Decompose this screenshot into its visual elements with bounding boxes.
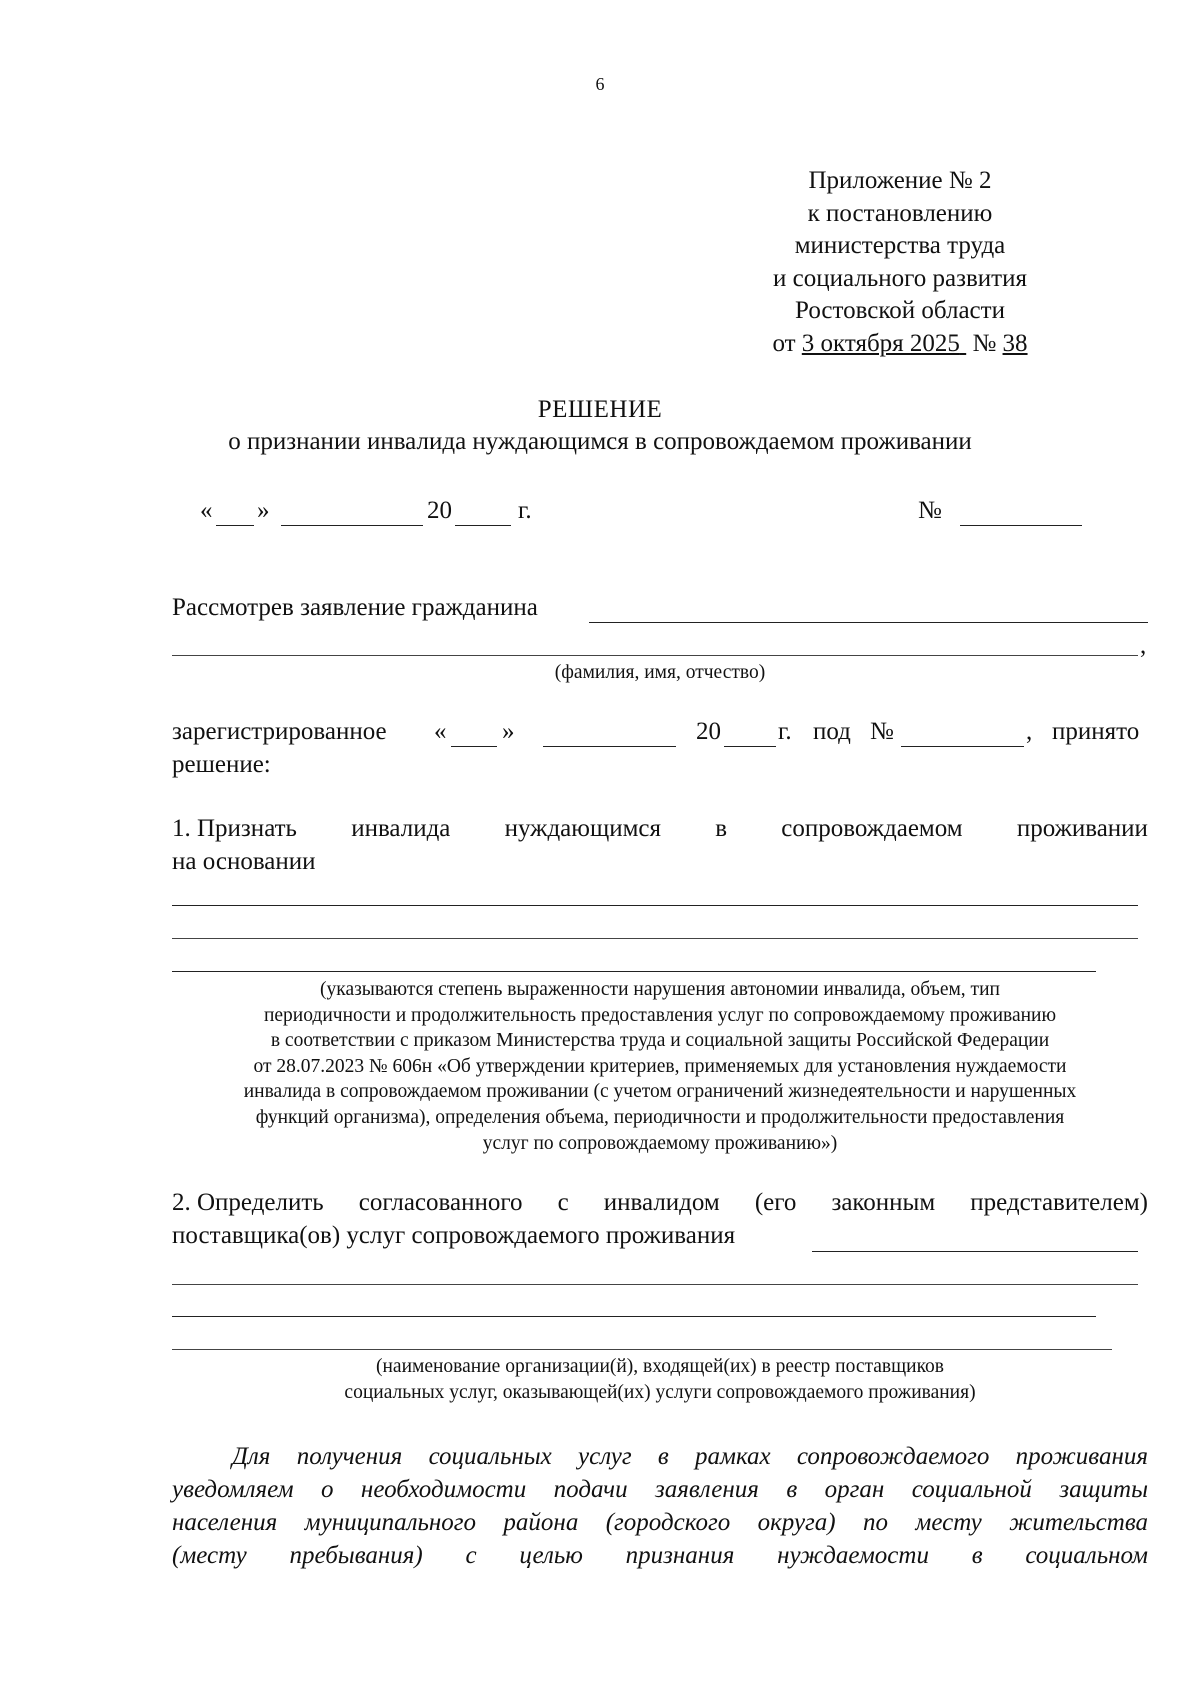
- appendix-line: к постановлению: [807, 199, 993, 227]
- date-open-quote: «: [200, 497, 213, 524]
- notice-line-4: (месту пребывания) с целью признания нуждаемости в социальном: [172, 1542, 1148, 1569]
- decision-number-sign: №: [918, 497, 942, 524]
- appendix-line: и социального развития: [773, 264, 1027, 292]
- year-blank[interactable]: [455, 525, 511, 526]
- citizen-name-blank[interactable]: [589, 622, 1148, 623]
- item1-basis-blank-3[interactable]: [172, 971, 1096, 972]
- month-blank[interactable]: [281, 525, 423, 526]
- item2-provider-blank-1[interactable]: [812, 1251, 1138, 1252]
- registered-decision-word: решение:: [172, 751, 271, 778]
- considered-label: Рассмотрев заявление гражданина: [172, 594, 538, 621]
- notice-line-2: уведомляем о необходимости подачи заявления в орган социальной защиты: [172, 1476, 1148, 1503]
- notice-line-3: населения муниципального района (городского округа) по месту жительства: [172, 1509, 1148, 1536]
- appendix-line: Ростовской области: [795, 297, 1005, 324]
- item1-caption: (указываются степень выраженности нарушения автономии инвалида, объем, тип периодичности и продолжительность предоставления услуг по сопровождаемому проживанию в соответствии с приказом Министерства труда и социальной защиты Российской Федерации от 28.07.2023 № 606н «Об утверждении критериев, применяемых для установления нуждаемости инвалида в сопровождаемом проживании (с учетом ограничений жизнедеятельности и нарушенных функций организма), определения объема, периодичности и продолжительности предоставления услуг по сопровождаемому проживанию»): [243, 979, 1077, 1154]
- registered-comma: ,: [1026, 718, 1033, 745]
- date-close-quote: »: [257, 497, 270, 524]
- date-year-prefix: 20: [427, 497, 452, 524]
- item1-line2: на основании: [172, 848, 316, 875]
- notice-line-1: Для получения социальных услуг в рамках сопровождаемого проживания: [232, 1443, 1148, 1470]
- date-year-suffix: г.: [518, 497, 532, 524]
- item2-provider-blank-2[interactable]: [172, 1284, 1138, 1285]
- item1-line1: 1. Признать инвалида нуждающимся в сопровождаемом проживании: [172, 815, 1148, 842]
- item1-basis-blank-2[interactable]: [172, 938, 1138, 939]
- page-number: 6: [595, 74, 605, 94]
- registered-year-prefix: 20: [696, 718, 721, 745]
- registered-number-sign: №: [870, 718, 894, 745]
- appendix-line: Приложение № 2: [808, 167, 992, 194]
- appendix-number: 38: [1002, 329, 1028, 357]
- citizen-name-caption: (фамилия, имя, отчество): [554, 662, 766, 683]
- registered-year-blank[interactable]: [724, 746, 776, 747]
- item2-caption: (наименование организации(й), входящей(их) в реестр поставщиков социальных услуг, оказывающей(их) услуги сопровождаемого проживания): [344, 1356, 976, 1403]
- item2-provider-blank-4[interactable]: [172, 1349, 1112, 1350]
- item2-line2: поставщика(ов) услуг сопровождаемого проживания: [172, 1222, 736, 1249]
- considered-comma: ,: [1140, 632, 1147, 659]
- registered-under: под: [813, 718, 851, 745]
- appendix-date-prefix: от: [772, 329, 796, 357]
- day-blank[interactable]: [216, 525, 254, 526]
- registered-day-blank[interactable]: [451, 746, 497, 747]
- item2-line1: 2. Определить согласованного с инвалидом (его законным представителем): [172, 1189, 1148, 1216]
- appendix-number-prefix: №: [972, 329, 997, 357]
- appendix-line: министерства труда: [794, 232, 1006, 259]
- item2-provider-blank-3[interactable]: [172, 1316, 1096, 1317]
- registered-word: зарегистрированное: [172, 718, 387, 745]
- registered-month-blank[interactable]: [543, 746, 676, 747]
- document-title: РЕШЕНИЕ: [537, 396, 663, 423]
- appendix-block: [730, 165, 1070, 360]
- registered-open-quote: «: [434, 718, 447, 745]
- registered-number-blank[interactable]: [901, 746, 1024, 747]
- citizen-name-blank-2[interactable]: [172, 655, 1138, 656]
- item1-basis-blank-1[interactable]: [172, 905, 1138, 906]
- appendix-date: 3 октября 2025: [801, 329, 960, 357]
- document-subtitle: о признании инвалида нуждающимся в сопровождаемом проживании: [228, 428, 972, 455]
- appendix-date-line: [730, 328, 1070, 361]
- registered-close-quote: »: [502, 718, 515, 745]
- registered-accepted: принято: [1052, 718, 1140, 745]
- registered-year-suffix: г.: [778, 718, 792, 745]
- decision-number-blank[interactable]: [960, 525, 1082, 526]
